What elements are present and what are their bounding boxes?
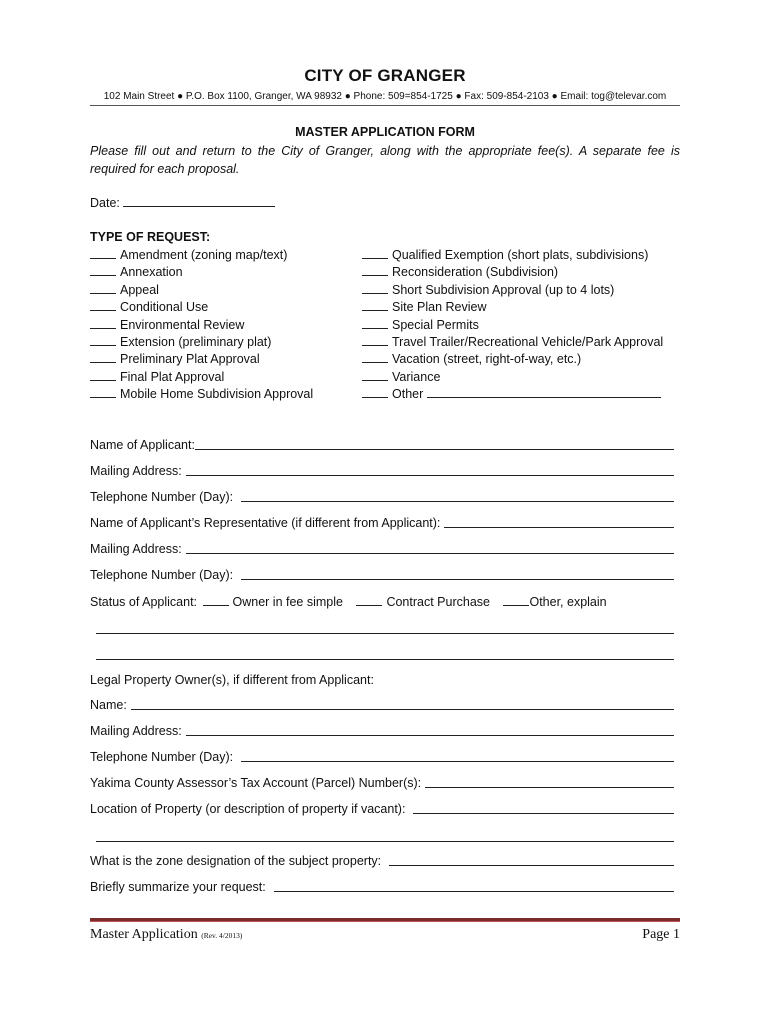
footer-doc-name bbox=[90, 927, 242, 943]
owner-mailing-address-field[interactable] bbox=[186, 724, 674, 736]
mailing-address-field[interactable] bbox=[186, 464, 674, 476]
telephone-row bbox=[90, 490, 674, 505]
request-type-label: Mobile Home Subdivision Approval bbox=[120, 387, 314, 402]
status-owner-label: Owner in fee simple bbox=[232, 595, 343, 609]
request-type-label: Other bbox=[392, 387, 424, 402]
request-type-row bbox=[90, 351, 260, 367]
representative-row bbox=[90, 516, 674, 531]
request-type-checkbox[interactable] bbox=[362, 351, 388, 363]
request-type-label: Final Plat Approval bbox=[120, 369, 225, 384]
header-divider bbox=[90, 105, 680, 106]
telephone-label: Telephone Number (Day): bbox=[90, 568, 234, 582]
location-row bbox=[90, 802, 674, 817]
request-type-row bbox=[90, 334, 271, 350]
telephone-label: Telephone Number (Day): bbox=[90, 490, 234, 504]
rep-mailing-address-row bbox=[90, 542, 674, 557]
status-row bbox=[90, 594, 607, 610]
request-type-checkbox[interactable] bbox=[90, 351, 116, 363]
request-type-label: Preliminary Plat Approval bbox=[120, 352, 260, 367]
zone-label: What is the zone designation of the subject property: bbox=[90, 854, 382, 868]
status-explain-line bbox=[96, 622, 674, 638]
city-title: CITY OF GRANGER bbox=[304, 66, 466, 85]
request-type-checkbox[interactable] bbox=[90, 334, 116, 346]
rep-telephone-field[interactable] bbox=[241, 568, 674, 580]
request-type-label: Amendment (zoning map/text) bbox=[120, 248, 288, 262]
request-type-label: Qualified Exemption (short plats, subdivisions) bbox=[392, 248, 649, 262]
summary-field[interactable] bbox=[274, 880, 674, 892]
request-type-label: Vacation (street, right-of-way, etc.) bbox=[392, 352, 582, 367]
request-type-label: Site Plan Review bbox=[392, 300, 487, 315]
request-type-checkbox[interactable] bbox=[90, 282, 116, 294]
mailing-address-label: Mailing Address: bbox=[90, 724, 182, 738]
telephone-label: Telephone Number (Day): bbox=[90, 750, 234, 764]
applicant-name-field[interactable] bbox=[195, 438, 674, 450]
request-type-row bbox=[362, 264, 558, 280]
request-type-row bbox=[362, 369, 440, 385]
footer-divider bbox=[90, 918, 680, 922]
applicant-name-label: Name of Applicant: bbox=[90, 438, 195, 452]
status-other-label: Other, explain bbox=[529, 595, 607, 609]
request-type-label: Conditional Use bbox=[120, 300, 209, 315]
request-type-label: Short Subdivision Approval (up to 4 lots) bbox=[392, 282, 615, 297]
footer-title: Master Application bbox=[90, 927, 198, 942]
request-type-row bbox=[90, 282, 159, 298]
request-type-label: Travel Trailer/Recreational Vehicle/Park Approval bbox=[392, 335, 664, 349]
location-label: Location of Property (or description of property if vacant): bbox=[90, 802, 406, 816]
request-type-label: Special Permits bbox=[392, 317, 479, 332]
zone-field[interactable] bbox=[389, 854, 674, 866]
request-type-checkbox[interactable] bbox=[90, 386, 116, 398]
rep-mailing-address-field[interactable] bbox=[186, 542, 674, 554]
request-type-label: Variance bbox=[392, 369, 441, 384]
owner-name-label: Name: bbox=[90, 698, 127, 712]
request-type-checkbox[interactable] bbox=[90, 247, 116, 259]
owner-telephone-field[interactable] bbox=[241, 750, 674, 762]
request-type-row bbox=[362, 334, 663, 350]
tax-account-label: Yakima County Assessor’s Tax Account (Parcel) Number(s): bbox=[90, 776, 422, 790]
telephone-field[interactable] bbox=[241, 490, 674, 502]
owner-heading: Legal Property Owner(s), if different from Applicant: bbox=[90, 673, 374, 687]
request-type-row bbox=[362, 317, 479, 333]
request-type-row bbox=[362, 386, 661, 402]
mailing-address-row bbox=[90, 464, 674, 479]
request-type-row bbox=[362, 351, 581, 367]
request-type-checkbox[interactable] bbox=[362, 282, 388, 294]
request-type-checkbox[interactable] bbox=[362, 299, 388, 311]
request-type-checkbox[interactable] bbox=[90, 299, 116, 311]
request-type-row bbox=[362, 282, 614, 298]
form-title: MASTER APPLICATION FORM bbox=[295, 125, 475, 139]
request-type-row bbox=[90, 317, 244, 333]
request-type-checkbox[interactable] bbox=[362, 369, 388, 381]
request-type-checkbox[interactable] bbox=[90, 369, 116, 381]
mailing-address-label: Mailing Address: bbox=[90, 464, 182, 478]
request-type-row bbox=[90, 247, 287, 263]
request-type-row bbox=[90, 369, 224, 385]
date-label: Date: bbox=[90, 196, 120, 210]
status-explain-line bbox=[96, 648, 674, 664]
owner-name-field[interactable] bbox=[131, 698, 674, 710]
request-type-checkbox[interactable] bbox=[362, 386, 388, 398]
rep-telephone-row bbox=[90, 568, 674, 583]
status-contract-checkbox[interactable] bbox=[356, 594, 382, 606]
mailing-address-label: Mailing Address: bbox=[90, 542, 182, 556]
date-field[interactable] bbox=[123, 195, 275, 207]
summary-label: Briefly summarize your request: bbox=[90, 880, 266, 894]
request-type-row bbox=[362, 247, 648, 263]
tax-account-row bbox=[90, 776, 674, 791]
other-request-field[interactable] bbox=[427, 386, 661, 398]
applicant-name-row bbox=[90, 438, 674, 453]
request-type-checkbox[interactable] bbox=[362, 264, 388, 276]
request-type-checkbox[interactable] bbox=[362, 247, 388, 259]
request-type-label: Annexation bbox=[120, 265, 183, 280]
zone-row bbox=[90, 854, 674, 869]
request-type-checkbox[interactable] bbox=[90, 317, 116, 329]
tax-account-field[interactable] bbox=[425, 776, 674, 788]
status-owner-checkbox[interactable] bbox=[203, 594, 229, 606]
request-type-row bbox=[90, 386, 313, 402]
request-type-row bbox=[362, 299, 487, 315]
owner-mailing-address-row bbox=[90, 724, 674, 739]
footer-revision: (Rev. 4/2013) bbox=[201, 931, 243, 940]
status-other-checkbox[interactable] bbox=[503, 594, 529, 606]
form-instructions: Please fill out and return to the City of Granger, along with the appropriate fee(s). A separate fee is required for each proposal. bbox=[90, 144, 680, 176]
contact-info: 102 Main Street ● P.O. Box 1100, Granger, WA 98932 ● Phone: 509=854-1725 ● Fax: 509-854-2103 ● Email: tog@televar.com bbox=[103, 91, 667, 102]
status-explain-field[interactable] bbox=[96, 622, 674, 634]
summary-row bbox=[90, 880, 674, 895]
status-contract-label: Contract Purchase bbox=[386, 595, 490, 609]
location-extra-field[interactable] bbox=[96, 830, 674, 842]
representative-label: Name of Applicant’s Representative (if different from Applicant): bbox=[90, 516, 441, 530]
request-type-label: Environmental Review bbox=[120, 317, 245, 332]
request-type-label: Extension (preliminary plat) bbox=[120, 335, 272, 349]
request-type-checkbox[interactable] bbox=[362, 334, 388, 346]
request-type-checkbox[interactable] bbox=[362, 317, 388, 329]
request-type-checkbox[interactable] bbox=[90, 264, 116, 276]
location-extra-line bbox=[96, 830, 674, 846]
status-label: Status of Applicant: bbox=[90, 595, 198, 609]
page-number: Page 1 bbox=[642, 927, 680, 942]
request-type-row bbox=[90, 299, 208, 315]
request-type-row bbox=[90, 264, 183, 280]
representative-field[interactable] bbox=[444, 516, 674, 528]
owner-name-row bbox=[90, 698, 674, 713]
request-type-label: Reconsideration (Subdivision) bbox=[392, 265, 559, 280]
request-type-label: Appeal bbox=[120, 282, 159, 297]
type-heading: TYPE OF REQUEST: bbox=[90, 230, 211, 244]
owner-telephone-row bbox=[90, 750, 674, 765]
location-field[interactable] bbox=[413, 802, 674, 814]
date-row bbox=[90, 195, 275, 211]
status-explain-field[interactable] bbox=[96, 648, 674, 660]
